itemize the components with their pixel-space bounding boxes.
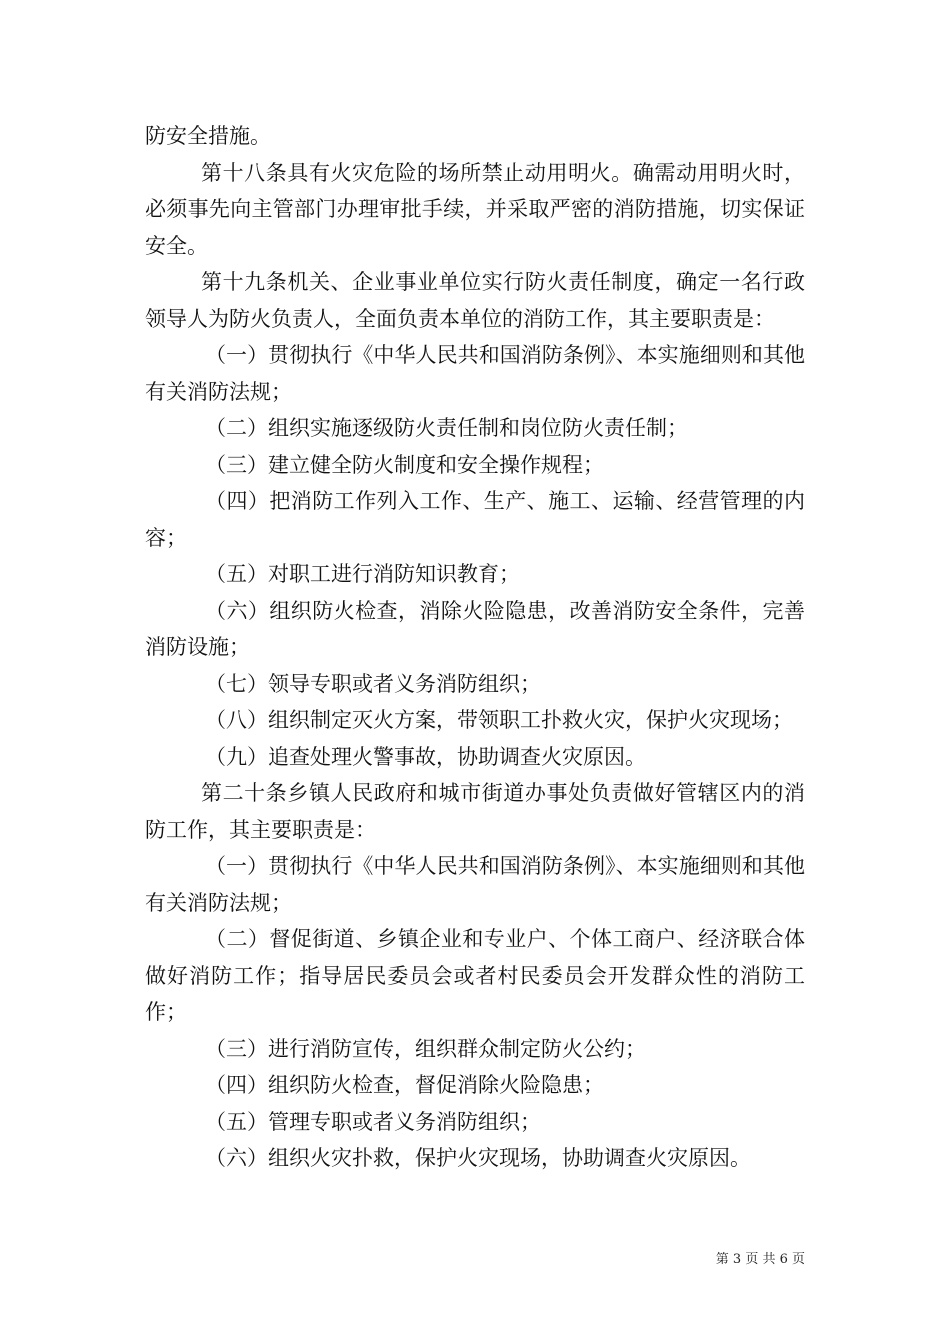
article-20-item-5: （五）管理专职或者义务消防组织； — [205, 1109, 541, 1134]
page-number: 第 3 页 共 6 页 — [715, 1252, 805, 1267]
article-19-item-6: （六）组织防火检查，消除火险隐患，改善消防安全条件，完善消防设施； — [145, 598, 805, 659]
article-19-item-3: （三）建立健全防火制度和安全操作规程； — [205, 452, 604, 477]
paragraph-continuation: 防安全措施。 — [145, 124, 271, 148]
article-19-item-8: （八）组织制定灭火方案，带领职工扑救火灾，保护火灾现场； — [205, 708, 793, 732]
article-20-item-6: （六）组织火灾扑救，保护火灾现场，协助调查火灾原因。 — [205, 1146, 751, 1170]
article-20-item-3: （三）进行消防宣传，组织群众制定防火公约； — [205, 1036, 646, 1061]
article-19-item-2: （二）组织实施逐级防火责任制和岗位防火责任制； — [205, 416, 688, 440]
article-20: 第二十条乡镇人民政府和城市街道办事处负责做好管辖区内的消防工作，其主要职责是： — [145, 781, 805, 842]
document-body — [145, 118, 805, 1177]
article-19-item-1: （一）贯彻执行《中华人民共和国消防条例》、本实施细则和其他有关消防法规； — [145, 343, 805, 404]
article-19-item-9: （九）追查处理火警事故，协助调查火灾原因。 — [205, 744, 646, 769]
article-19: 第十九条机关、企业事业单位实行防火责任制度，确定一名行政领导人为防火负责人，全面负责本单位的消防工作，其主要职责是： — [145, 270, 805, 331]
article-19-item-5: （五）对职工进行消防知识教育； — [205, 562, 520, 586]
article-20-item-4: （四）组织防火检查，督促消除火险隐患； — [205, 1073, 604, 1097]
article-18: 第十八条具有火灾危险的场所禁止动用明火。确需动用明火时，必须事先向主管部门办理审批手续，并采取严密的消防措施，切实保证安全。 — [145, 160, 805, 258]
article-19-item-7: （七）领导专职或者义务消防组织； — [205, 671, 541, 696]
article-20-item-1: （一）贯彻执行《中华人民共和国消防条例》、本实施细则和其他有关消防法规； — [145, 854, 805, 915]
article-19-item-4: （四）把消防工作列入工作、生产、施工、运输、经营管理的内容； — [145, 489, 805, 550]
article-20-item-2: （二）督促街道、乡镇企业和专业户、个体工商户、经济联合体做好消防工作；指导居民委员会或者村民委员会开发群众性的消防工作； — [145, 927, 805, 1024]
